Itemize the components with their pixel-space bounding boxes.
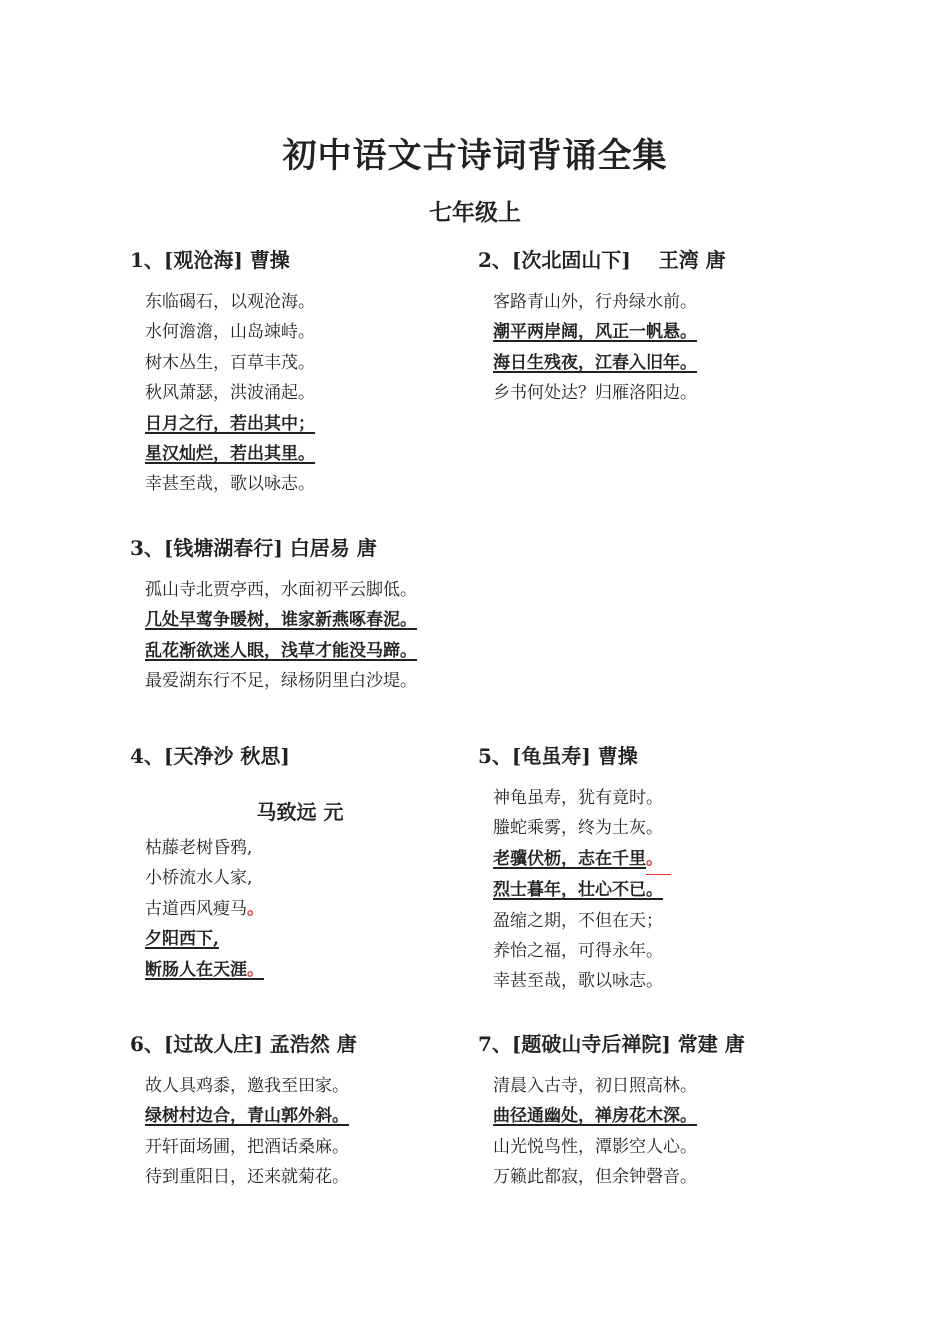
red-punctuation: 。: [646, 844, 671, 875]
poem-1: [130, 246, 315, 500]
poem-line-highlighted: 烈士暮年，壮心不已。: [493, 880, 663, 901]
poem-line: 秋风萧瑟，洪波涌起。: [145, 383, 315, 404]
poem-line-highlighted: 曲径通幽处，禅房花木深。: [493, 1106, 697, 1127]
poem-lines: [145, 575, 417, 697]
poem-author: 马致远 元: [256, 800, 344, 824]
poem-line: 万籁此都寂，但余钟磬音。: [493, 1167, 697, 1188]
poem-heading: 4、[天净沙 秋思]: [130, 744, 290, 768]
poem-line: 盈缩之期，不但在天；: [493, 910, 663, 931]
poem-line-highlighted: 乱花渐欲迷人眼，浅草才能没马蹄。: [145, 640, 417, 661]
poem-line: 待到重阳日，还来就菊花。: [145, 1167, 349, 1188]
poem-lines: [493, 783, 671, 997]
poem-line: 山光悦鸟性，潭影空人心。: [493, 1136, 697, 1157]
poem-line-highlighted: 日月之行，若出其中；: [145, 413, 315, 434]
poem-line: [145, 894, 470, 924]
poem-line: 螣蛇乘雾，终为土灰。: [493, 818, 663, 839]
poem-heading: 1、[观沧海] 曹操: [130, 248, 290, 272]
poem-line-text: 断肠人在天涯: [145, 959, 247, 980]
poem-line: 神龟虽寿，犹有竟时。: [493, 788, 663, 808]
poem-line: 枯藤老树昏鸦,: [145, 838, 253, 858]
poem-heading: 7、[题破山寺后禅院] 常建 唐: [478, 1032, 745, 1056]
poem-line: 开轩面场圃，把酒话桑麻。: [145, 1136, 349, 1157]
poem-line: 清晨入古寺，初日照高林。: [493, 1076, 697, 1096]
poem-line: 水何澹澹，山岛竦峙。: [145, 322, 315, 343]
red-punctuation: 。: [247, 898, 264, 919]
poem-line: 幸甚至哉，歌以咏志。: [493, 971, 663, 992]
poem-line-highlighted: 潮平两岸阔，风正一帆悬。: [493, 322, 697, 343]
poem-7: [478, 1030, 745, 1193]
poem-lines: [493, 287, 726, 409]
poem-line: 东临碣石，以观沧海。: [145, 292, 315, 312]
poem-lines: [145, 833, 470, 985]
poem-heading: 3、[钱塘湖春行] 白居易 唐: [130, 536, 377, 560]
poem-lines: [493, 1071, 745, 1193]
poem-line-highlighted: 夕阳西下,: [145, 929, 219, 950]
poem-line-highlighted: [493, 844, 671, 875]
poem-line: 乡书何处达？归雁洛阳边。: [493, 383, 697, 404]
poem-heading: 6、[过故人庄] 孟浩然 唐: [130, 1032, 357, 1056]
poem-line-text: 古道西风瘦马: [145, 898, 247, 919]
poem-line-highlighted: 星汉灿烂，若出其里。: [145, 444, 315, 465]
poem-line: 养怡之福，可得永年。: [493, 941, 663, 962]
poem-3: [130, 534, 417, 697]
poem-6: [130, 1030, 357, 1193]
poem-line-highlighted: [145, 955, 470, 985]
grade-subtitle: 七年级上: [429, 199, 521, 226]
poem-line: 客路青山外，行舟绿水前。: [493, 292, 697, 312]
poem-line: 树木丛生，百草丰茂。: [145, 352, 315, 373]
poem-lines: [145, 1071, 357, 1193]
poem-line: 故人具鸡黍，邀我至田家。: [145, 1076, 349, 1096]
poem-lines: [145, 287, 315, 500]
poem-4: [130, 742, 470, 985]
poem-5: [478, 742, 671, 997]
poem-heading: 5、[龟虽寿] 曹操: [478, 744, 638, 768]
poem-line: 幸甚至哉，歌以咏志。: [145, 474, 315, 495]
poem-line-highlighted: 海日生残夜，江春入旧年。: [493, 352, 697, 373]
poem-line-text: 老骥伏枥，志在千里: [493, 848, 646, 869]
poem-line-highlighted: 绿树村边合，青山郭外斜。: [145, 1106, 349, 1127]
poem-line-highlighted: 几处早莺争暖树，谁家新燕啄春泥。: [145, 610, 417, 631]
document-title: 初中语文古诗词背诵全集: [282, 136, 668, 176]
poem-line: 小桥流水人家,: [145, 868, 253, 889]
poem-heading: 2、[次北固山下] 王湾 唐: [478, 248, 726, 272]
red-punctuation: 。: [247, 959, 264, 980]
poem-2: [478, 246, 726, 409]
poem-line: 最爱湖东行不足，绿杨阴里白沙堤。: [145, 671, 417, 692]
poem-line: 孤山寺北贾亭西，水面初平云脚低。: [145, 580, 417, 600]
